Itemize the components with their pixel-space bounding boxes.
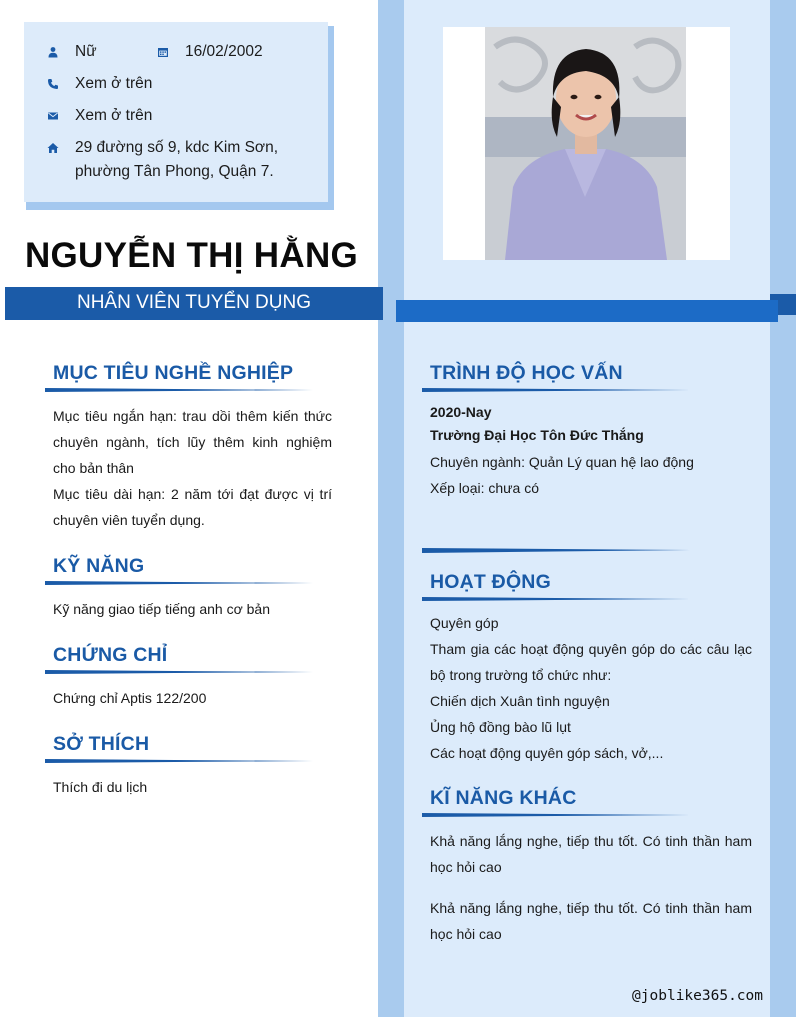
header-bar-right (396, 300, 778, 322)
skills-text: Kỹ năng giao tiếp tiếng anh cơ bản (53, 601, 271, 617)
address-line-1: 29 đường số 9, kdc Kim Sơn, (75, 139, 279, 156)
email-value: Xem ở trên (75, 107, 153, 124)
education-rank: Xếp loại: chưa có (430, 480, 539, 496)
activities-underline (422, 597, 690, 601)
certificates-heading: CHỨNG CHỈ (53, 644, 168, 666)
phone-value: Xem ở trên (75, 75, 153, 92)
activities-line-1: Quyên góp (430, 615, 499, 631)
mail-icon (45, 104, 61, 128)
education-period: 2020-Nay (430, 404, 492, 420)
other-skills-item-2: Khả năng lắng nghe, tiếp thu tốt. Có tinh thần ham học hỏi cao (430, 900, 752, 942)
objective-short-term: Mục tiêu ngắn hạn: trau dồi thêm kiến thức chuyên ngành, tích lũy thêm kinh nghiệm cho bản thân (53, 408, 332, 476)
education-underline (422, 388, 690, 392)
objective-heading: MỤC TIÊU NGHỀ NGHIỆP (53, 362, 294, 384)
objective-underline (45, 388, 313, 392)
skills-underline (45, 581, 313, 585)
objective-long-term: Mục tiêu dài hạn: 2 năm tới đạt được vị trí chuyên viên tuyển dụng. (53, 486, 332, 528)
hobbies-underline (45, 759, 313, 763)
address-line-2: phường Tân Phong, Quận 7. (75, 163, 274, 180)
skills-heading: KỸ NĂNG (53, 555, 145, 577)
phone-row (45, 72, 152, 96)
education-major: Chuyên ngành: Quản Lý quan hệ lao động (430, 454, 694, 470)
email-row (45, 104, 152, 128)
person-icon (45, 40, 61, 64)
education-school: Trường Đại Học Tôn Đức Thắng (430, 427, 644, 443)
address-value (75, 136, 278, 184)
education-heading: TRÌNH ĐỘ HỌC VẤN (430, 362, 623, 384)
other-skills-underline (422, 813, 690, 817)
activities-line-3: Chiến dịch Xuân tình nguyện (430, 693, 610, 709)
dob-value: 16/02/2002 (185, 43, 263, 60)
gender-value: Nữ (75, 43, 97, 60)
phone-icon (45, 72, 61, 96)
activities-line-2: Tham gia các hoạt động quyên góp do các câu lạc bộ trong trường tổ chức như: (430, 641, 752, 683)
other-skills-heading: KĨ NĂNG KHÁC (430, 787, 577, 809)
activities-line-5: Các hoạt động quyên góp sách, vở,... (430, 745, 664, 761)
hobbies-heading: SỞ THÍCH (53, 733, 150, 755)
section-divider (422, 548, 690, 552)
other-skills-item-1: Khả năng lắng nghe, tiếp thu tốt. Có tinh thần ham học hỏi cao (430, 833, 752, 875)
profile-photo (485, 27, 686, 260)
calendar-icon (155, 40, 171, 64)
gender-row (45, 40, 97, 64)
position-title: NHÂN VIÊN TUYỂN DỤNG (76, 292, 311, 313)
watermark: @joblike365.com (632, 988, 763, 1004)
dob-row (155, 40, 263, 64)
certificates-text: Chứng chỉ Aptis 122/200 (53, 690, 207, 706)
hobbies-text: Thích đi du lịch (53, 779, 148, 795)
activities-line-4: Ủng hộ đồng bào lũ lụt (430, 719, 571, 735)
certificates-underline (45, 670, 313, 674)
address-row (45, 136, 278, 184)
home-icon (45, 136, 61, 160)
activities-heading: HOẠT ĐỘNG (430, 571, 551, 593)
candidate-name: NGUYỄN THỊ HẰNG (24, 236, 359, 275)
